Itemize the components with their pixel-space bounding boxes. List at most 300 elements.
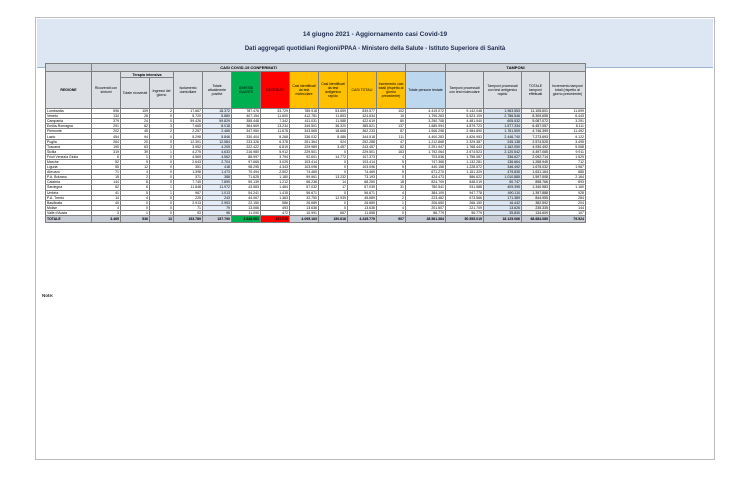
value-cell: 0 bbox=[319, 165, 348, 170]
value-cell: 41 bbox=[92, 190, 121, 195]
value-cell: 47 bbox=[377, 139, 406, 144]
total-cell: 150.616 bbox=[319, 215, 348, 222]
value-cell: 5.720 bbox=[174, 114, 203, 119]
value-cell: 0 bbox=[121, 200, 150, 205]
value-cell: 9.911 bbox=[550, 149, 586, 154]
value-cell: 264 bbox=[92, 139, 121, 144]
value-cell: 2.329.387 bbox=[446, 139, 484, 144]
value-cell: 17.667 bbox=[174, 109, 203, 114]
total-cell: 4.245.779 bbox=[348, 215, 377, 222]
value-cell: 18.372 bbox=[203, 109, 232, 114]
totals-label: TOTALE bbox=[46, 215, 92, 222]
value-cell: 967 bbox=[174, 190, 203, 195]
value-cell: 107.373 bbox=[348, 154, 377, 159]
value-cell: 223.482 bbox=[406, 195, 446, 200]
value-cell: 14 bbox=[319, 180, 348, 185]
value-cell: 96.779 bbox=[446, 210, 484, 215]
value-cell: 26.689 bbox=[348, 200, 377, 205]
value-cell: 32.750 bbox=[290, 195, 319, 200]
value-cell: 5 bbox=[121, 190, 150, 195]
value-cell: 33.729 bbox=[261, 109, 290, 114]
value-cell: 586.622 bbox=[446, 175, 484, 180]
value-cell: 424.473 bbox=[406, 175, 446, 180]
value-cell: 1 bbox=[150, 190, 174, 195]
report-header bbox=[37, 19, 713, 68]
value-cell: 22.150 bbox=[232, 200, 261, 205]
value-cell: 0 bbox=[319, 200, 348, 205]
value-cell: 4.879.723 bbox=[446, 124, 484, 129]
value-cell: 1.675.032 bbox=[522, 165, 550, 170]
value-cell: 454 bbox=[92, 134, 121, 139]
value-cell: 12.584 bbox=[203, 139, 232, 144]
value-cell: 1.529 bbox=[550, 154, 586, 159]
value-cell: 4.205 bbox=[203, 144, 232, 149]
region-cell: Abruzzo bbox=[46, 170, 92, 175]
value-cell: 68.250 bbox=[348, 180, 377, 185]
value-cell: 39 bbox=[121, 149, 150, 154]
value-cell: 5.298 bbox=[174, 134, 203, 139]
value-cell: 5.912 bbox=[261, 149, 290, 154]
value-cell: 8.486 bbox=[319, 134, 348, 139]
value-cell: 3.457 bbox=[319, 144, 348, 149]
value-cell: 2.984.890 bbox=[446, 129, 484, 134]
value-cell: 0 bbox=[150, 154, 174, 159]
value-cell: 4.562 bbox=[203, 154, 232, 159]
value-cell: 3.952 bbox=[174, 144, 203, 149]
group-header-tests: TAMPONI bbox=[446, 64, 586, 72]
value-cell: 6.457.057 bbox=[522, 124, 550, 129]
value-cell: 20 bbox=[121, 139, 150, 144]
value-cell: 4.343 bbox=[261, 165, 290, 170]
region-cell: Lombardia bbox=[46, 109, 92, 114]
value-cell: 848.019 bbox=[446, 180, 484, 185]
value-cell: 1.756.087 bbox=[446, 154, 484, 159]
value-cell: 586 bbox=[261, 200, 290, 205]
region-cell: Toscana bbox=[46, 144, 92, 149]
value-cell: 11.600 bbox=[261, 114, 290, 119]
value-cell: 4.481.540 bbox=[446, 119, 484, 124]
total-cell: 18.125.066 bbox=[484, 215, 522, 222]
value-cell: 11.105.601 bbox=[522, 109, 550, 114]
region-cell: Valle d'Aosta bbox=[46, 210, 92, 215]
region-cell: Emilia-Romagna bbox=[46, 124, 92, 129]
value-cell: 11.090 bbox=[232, 210, 261, 215]
value-cell: 229.501 bbox=[348, 149, 377, 154]
value-cell: 0 bbox=[319, 159, 348, 164]
note-label: Note: bbox=[42, 293, 54, 298]
value-cell: 10.991 bbox=[290, 210, 319, 215]
value-cell: 596 bbox=[92, 109, 121, 114]
value-cell: 144 bbox=[550, 205, 586, 210]
value-cell: 0 bbox=[150, 200, 174, 205]
region-cell: P.A. Trento bbox=[46, 195, 92, 200]
value-cell: 235.335 bbox=[522, 205, 550, 210]
col-header-icu-total: Totale ricoverati bbox=[121, 78, 150, 109]
value-cell: 7.745 bbox=[174, 180, 203, 185]
value-cell: 785.918 bbox=[290, 109, 319, 114]
value-cell: 103.096 bbox=[348, 165, 377, 170]
value-cell: 1.363 bbox=[261, 195, 290, 200]
value-cell: 171.389 bbox=[484, 195, 522, 200]
value-cell: 6 bbox=[92, 154, 121, 159]
value-cell: 3.495 bbox=[550, 139, 586, 144]
region-cell: P.A. Bolzano bbox=[46, 175, 92, 180]
value-cell: 5.880 bbox=[203, 114, 232, 119]
value-cell: 1.397.888 bbox=[522, 190, 550, 195]
region-cell: Piemonte bbox=[46, 129, 92, 134]
value-cell: 251.364 bbox=[290, 139, 319, 144]
value-cell: 9 bbox=[121, 159, 150, 164]
value-cell: 5.068 bbox=[550, 144, 586, 149]
value-cell: 54.241 bbox=[232, 190, 261, 195]
value-cell: 87 bbox=[377, 129, 406, 134]
value-cell: 780.541 bbox=[406, 185, 446, 190]
value-cell: 424.634 bbox=[348, 114, 377, 119]
value-cell: 243 bbox=[203, 195, 232, 200]
value-cell: 4 bbox=[377, 154, 406, 159]
value-cell: 0 bbox=[150, 210, 174, 215]
value-cell: 787.476 bbox=[232, 109, 261, 114]
value-cell: 11.972 bbox=[203, 185, 232, 190]
value-cell: 11.699 bbox=[550, 109, 586, 114]
total-cell: 68.684.085 bbox=[522, 215, 550, 222]
col-header-deaths: DECEDUTI bbox=[261, 72, 290, 109]
value-cell: 8.018 bbox=[203, 124, 232, 129]
value-cell: 222.422 bbox=[232, 144, 261, 149]
value-cell: 103.096 bbox=[290, 165, 319, 170]
col-header-currently-positive: Totale attualmente positivi bbox=[203, 72, 232, 109]
value-cell: 5.523.109 bbox=[446, 114, 484, 119]
value-cell: 490.110 bbox=[484, 190, 522, 195]
value-cell: 4 bbox=[121, 195, 150, 200]
value-cell: 0 bbox=[150, 114, 174, 119]
value-cell: 330.404 bbox=[232, 134, 261, 139]
value-cell: 1 bbox=[121, 154, 150, 159]
region-cell: Marche bbox=[46, 159, 92, 164]
value-cell: 12 bbox=[121, 165, 150, 170]
value-cell: 74.469 bbox=[348, 170, 377, 175]
value-cell: 346.492 bbox=[484, 165, 522, 170]
value-cell: 947.778 bbox=[446, 190, 484, 195]
value-cell: 206.650 bbox=[406, 200, 446, 205]
value-cell: 134.609 bbox=[522, 210, 550, 215]
value-cell: 0 bbox=[150, 134, 174, 139]
value-cell: 409.395 bbox=[484, 185, 522, 190]
value-cell: 109 bbox=[121, 109, 150, 114]
value-cell: 382.592 bbox=[522, 200, 550, 205]
col-header-antigen-tests: Tamponi processati con test antigenico rapido bbox=[484, 72, 522, 109]
value-cell: 11.588 bbox=[319, 119, 348, 124]
value-cell: 102 bbox=[377, 109, 406, 114]
value-cell: 4 bbox=[377, 205, 406, 210]
value-cell: 4 bbox=[377, 190, 406, 195]
value-cell: 3 bbox=[150, 144, 174, 149]
value-cell: 319 bbox=[92, 149, 121, 154]
value-cell: 0 bbox=[150, 180, 174, 185]
value-cell: 2 bbox=[121, 175, 150, 180]
col-header-hospitalized: Ricoverati con sintomi bbox=[92, 72, 121, 109]
value-cell: 93 bbox=[174, 210, 203, 215]
subgroup-header-intensive-care: Terapia intensiva bbox=[121, 72, 174, 78]
value-cell: 1.228.572 bbox=[446, 165, 484, 170]
value-cell: 82 bbox=[377, 144, 406, 149]
value-cell: 71 bbox=[174, 205, 203, 210]
value-cell: 3.794 bbox=[261, 154, 290, 159]
value-cell: 52 bbox=[92, 159, 121, 164]
value-cell: 53.659 bbox=[319, 109, 348, 114]
value-cell: 747.368 bbox=[406, 159, 446, 164]
value-cell: 1.162.050 bbox=[484, 144, 522, 149]
value-cell: 344.518 bbox=[348, 134, 377, 139]
value-cell: 671.270 bbox=[406, 170, 446, 175]
value-cell: 2.465 bbox=[203, 129, 232, 134]
value-cell: 0 bbox=[150, 159, 174, 164]
value-cell: 2.502 bbox=[261, 170, 290, 175]
value-cell: 667 bbox=[319, 210, 348, 215]
region-cell: Puglia bbox=[46, 139, 92, 144]
value-cell: 1.132.281 bbox=[446, 159, 484, 164]
total-cell: 3.465 bbox=[92, 215, 121, 222]
value-cell: 4 bbox=[92, 205, 121, 210]
value-cell: 493 bbox=[261, 205, 290, 210]
value-cell: 4.275 bbox=[174, 149, 203, 154]
value-cell: 26 bbox=[121, 114, 150, 119]
value-cell: 284 bbox=[550, 195, 586, 200]
value-cell: 931.588 bbox=[446, 185, 484, 190]
value-cell: 343.565 bbox=[290, 129, 319, 134]
region-cell: Basilicata bbox=[46, 200, 92, 205]
value-cell: 24 bbox=[121, 119, 150, 124]
value-cell: 55 bbox=[92, 165, 121, 170]
region-cell: Sardegna bbox=[46, 185, 92, 190]
value-cell: 59.961 bbox=[290, 175, 319, 180]
value-cell: 11.853 bbox=[319, 114, 348, 119]
value-cell: 407.154 bbox=[232, 114, 261, 119]
value-cell: 1.212.868 bbox=[406, 139, 446, 144]
value-cell: 43.583 bbox=[232, 185, 261, 190]
region-cell: Molise bbox=[46, 205, 92, 210]
value-cell: 245.138 bbox=[484, 139, 522, 144]
value-cell: 1.415 bbox=[261, 190, 290, 195]
total-cell: 50.555.019 bbox=[446, 215, 484, 222]
value-cell: 2.120.542 bbox=[484, 149, 522, 154]
value-cell: 94 bbox=[121, 134, 150, 139]
value-cell: 11.678 bbox=[261, 129, 290, 134]
value-cell: 1.963.553 bbox=[484, 109, 522, 114]
value-cell: 71.625 bbox=[232, 175, 261, 180]
value-cell: 0 bbox=[319, 190, 348, 195]
value-cell: 12.939 bbox=[319, 195, 348, 200]
value-cell: 103.414 bbox=[290, 159, 319, 164]
value-cell: 0 bbox=[319, 205, 348, 210]
value-cell: 2.674.523 bbox=[446, 149, 484, 154]
value-cell: 15 bbox=[92, 175, 121, 180]
value-cell: 0 bbox=[377, 210, 406, 215]
value-cell: 0 bbox=[319, 149, 348, 154]
value-cell: 898.766 bbox=[522, 180, 550, 185]
value-cell: 136.664 bbox=[484, 159, 522, 164]
value-cell: 31 bbox=[377, 185, 406, 190]
total-cell: 157.790 bbox=[203, 215, 232, 222]
value-cell: 893 bbox=[550, 180, 586, 185]
value-cell: 5.846 bbox=[203, 134, 232, 139]
value-cell: 1.577.334 bbox=[484, 124, 522, 129]
value-cell: 9.122 bbox=[550, 134, 586, 139]
value-cell: 11.492 bbox=[550, 129, 586, 134]
value-cell: 2 bbox=[150, 109, 174, 114]
value-cell: 86.779 bbox=[406, 210, 446, 215]
value-cell: 1.792.064 bbox=[406, 149, 446, 154]
value-cell: 1.268.945 bbox=[522, 159, 550, 164]
value-cell: 62 bbox=[121, 124, 150, 129]
value-cell: 88.997 bbox=[232, 154, 261, 159]
value-cell: 2.291.947 bbox=[406, 144, 446, 149]
value-cell: 221.709 bbox=[446, 205, 484, 210]
region-cell: Calabria bbox=[46, 180, 92, 185]
value-cell: 163 bbox=[377, 149, 406, 154]
value-cell: 412.781 bbox=[290, 114, 319, 119]
value-cell: 36.320 bbox=[319, 124, 348, 129]
value-cell: 8 bbox=[121, 180, 150, 185]
value-cell: 1.906.298 bbox=[406, 129, 446, 134]
value-cell: 6 bbox=[121, 185, 150, 190]
value-cell: 63 bbox=[121, 144, 150, 149]
value-cell: 2.643 bbox=[174, 159, 203, 164]
value-cell: 137 bbox=[377, 124, 406, 129]
value-cell: 107 bbox=[550, 210, 586, 215]
col-header-icu-admissions: Ingressi del giorno bbox=[150, 78, 174, 109]
value-cell: 243.457 bbox=[348, 144, 377, 149]
value-cell: 96 bbox=[203, 210, 232, 215]
value-cell: 17 bbox=[319, 185, 348, 190]
value-cell: 3.025 bbox=[261, 159, 290, 164]
value-cell: 362.233 bbox=[348, 129, 377, 134]
value-cell: 4.930.492 bbox=[522, 144, 550, 149]
total-cell: 3.848.901 bbox=[232, 215, 261, 222]
region-cell: Sicilia bbox=[46, 149, 92, 154]
value-cell: 26.689 bbox=[290, 200, 319, 205]
total-cell: 4.095.163 bbox=[290, 215, 319, 222]
value-cell: 73.193 bbox=[348, 175, 377, 180]
blank-corner-header bbox=[46, 64, 92, 72]
value-cell: 1.473 bbox=[203, 170, 232, 175]
value-cell: 7.342 bbox=[261, 119, 290, 124]
value-cell: 1.160 bbox=[550, 185, 586, 190]
value-cell: 7.273.693 bbox=[522, 134, 550, 139]
value-cell: 13.636 bbox=[348, 205, 377, 210]
value-cell: 56.671 bbox=[348, 190, 377, 195]
value-cell: 2.913 bbox=[174, 200, 203, 205]
value-cell: 6.378 bbox=[261, 139, 290, 144]
value-cell: 225 bbox=[174, 195, 203, 200]
value-cell: 4.826.953 bbox=[446, 134, 484, 139]
value-cell: 79 bbox=[203, 205, 232, 210]
col-header-antigen-cases: Casi identificati da test antigenico rapido bbox=[319, 72, 348, 109]
value-cell: 13.232 bbox=[319, 175, 348, 180]
value-cell: 1.768.443 bbox=[446, 144, 484, 149]
value-cell: 5 bbox=[377, 165, 406, 170]
totals-row bbox=[46, 215, 586, 222]
total-cell: 79.524 bbox=[550, 215, 586, 222]
value-cell: 1.340.983 bbox=[522, 185, 550, 190]
value-cell: 4.746.399 bbox=[522, 129, 550, 134]
value-cell: 472 bbox=[261, 210, 290, 215]
col-header-tests-increase: Incremento tamponi totali (rispetto al giorno precedente) bbox=[550, 72, 586, 109]
total-cell: 13 bbox=[150, 215, 174, 222]
value-cell: 2.164 bbox=[550, 175, 586, 180]
value-cell: 385.821 bbox=[348, 124, 377, 129]
value-cell: 74.469 bbox=[290, 170, 319, 175]
value-cell: 347.950 bbox=[232, 129, 261, 134]
value-cell: 1.484 bbox=[261, 185, 290, 190]
value-cell: 0 bbox=[150, 139, 174, 144]
value-cell: 4.400.283 bbox=[406, 134, 446, 139]
value-cell: 355.448 bbox=[232, 119, 261, 124]
value-cell: 2.704 bbox=[203, 159, 232, 164]
value-cell: 1.761.509 bbox=[484, 129, 522, 134]
value-cell: 0 bbox=[150, 205, 174, 210]
total-cell: 28.561.384 bbox=[406, 215, 446, 222]
value-cell: 134 bbox=[92, 114, 121, 119]
value-cell: 229.989 bbox=[290, 144, 319, 149]
value-cell: 0 bbox=[319, 170, 348, 175]
value-cell: 2.257 bbox=[174, 129, 203, 134]
value-cell: 1.010.885 bbox=[484, 175, 522, 180]
total-cell: 907 bbox=[377, 215, 406, 222]
value-cell: 202 bbox=[92, 129, 121, 134]
value-cell: 3 bbox=[92, 210, 121, 215]
value-cell: 103.414 bbox=[348, 159, 377, 164]
value-cell: 364.569 bbox=[232, 124, 261, 129]
value-cell: 712 bbox=[550, 159, 586, 164]
value-cell: 11.848 bbox=[174, 185, 203, 190]
value-cell: 13.626 bbox=[484, 205, 522, 210]
value-cell: 1 bbox=[377, 200, 406, 205]
value-cell: 13.636 bbox=[290, 205, 319, 210]
value-cell: 92.601 bbox=[290, 154, 319, 159]
value-cell: 336.627 bbox=[484, 154, 522, 159]
value-cell: 371 bbox=[174, 175, 203, 180]
value-cell: 59.139 bbox=[232, 180, 261, 185]
value-cell: 1 bbox=[121, 210, 150, 215]
total-cell: 127.038 bbox=[261, 215, 290, 222]
value-cell: 1.013 bbox=[203, 190, 232, 195]
report-subtitle: Dati aggregati quotidiani Regioni/PPAA - Ministero della Salute - Istituto Superiore di Sanità bbox=[244, 46, 506, 52]
value-cell: 8.111 bbox=[550, 124, 586, 129]
value-cell: 3.250.708 bbox=[406, 119, 446, 124]
value-cell: 4.497.065 bbox=[522, 149, 550, 154]
value-cell: 57.032 bbox=[290, 185, 319, 190]
value-cell: 45 bbox=[121, 129, 150, 134]
value-cell: 233.326 bbox=[232, 139, 261, 144]
value-cell: 0 bbox=[150, 175, 174, 180]
value-cell: 0 bbox=[121, 205, 150, 210]
value-cell: 1.967 bbox=[550, 165, 586, 170]
value-cell: 59.829 bbox=[203, 119, 232, 124]
value-cell: 56.671 bbox=[290, 190, 319, 195]
value-cell: 1.398 bbox=[174, 170, 203, 175]
value-cell: 5 bbox=[377, 159, 406, 164]
region-cell: Campania bbox=[46, 119, 92, 124]
value-cell: 266.150 bbox=[446, 200, 484, 205]
total-cell: 153.789 bbox=[174, 215, 203, 222]
value-cell: 703.636 bbox=[406, 154, 446, 159]
value-cell: 4 bbox=[121, 170, 150, 175]
value-cell: 80 bbox=[377, 119, 406, 124]
col-header-cases-increase: Incremento casi totali (rispetto al giorno precedente) bbox=[377, 72, 406, 109]
total-cell: 536 bbox=[121, 215, 150, 222]
report-title: 14 giugno 2021 - Aggiornamento casi Covid-19 bbox=[302, 31, 448, 38]
